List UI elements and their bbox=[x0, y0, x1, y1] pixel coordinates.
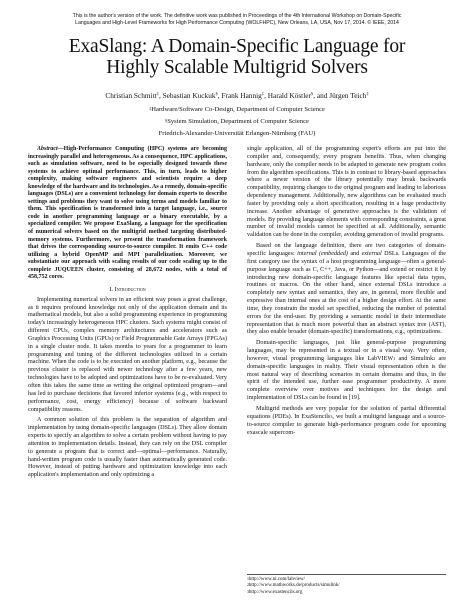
title-line-2: Highly Scalable Multigrid Solvers bbox=[106, 57, 368, 78]
abstract-text: —High-Performance Computing (HPC) systems are becoming increasingly parallel and heterogeneous. As a consequence, HPC applications, such as simulation software, need to be especially designed towards these systems to achieve optimal performance. This, in turn, leads to higher complexity, making software engineers and scientists require a deep knowledge of the hardware and its technologies. As a remedy, domain-specific languages (DSLs) are a convenient technology for domain experts to describe settings and problems they want to solve using terms and models familiar to them. This specification is transformed into a target language, i.e., source code in another programming language or a binary executable, by a specialized compiler. We propose ExaSlang, a language for the specification of numerical solvers based on the multigrid method targeting distributed-memory systems. Furthermore, we present the transformation framework that drives the corresponding source-to-source compiler. It emits C++ code utilizing a hybrid OpenMP and MPI parallelization. Moreover, we substantiate our approach with scaling results of our code scaling up to the complete JUQUEEN cluster, consisting of 28,672 nodes, with a total of 458,752 cores. bbox=[28, 146, 227, 281]
affiliation-1 bbox=[20, 106, 454, 114]
right-paragraph-3 bbox=[247, 340, 446, 403]
footnote-mark: 2 bbox=[247, 583, 249, 588]
footnote-mark: 3 bbox=[247, 589, 249, 594]
section-heading-introduction: I. Introduction bbox=[109, 285, 146, 293]
footnote-ref[interactable]: 3 bbox=[330, 413, 333, 419]
footnote-ref[interactable]: 1 bbox=[393, 355, 396, 361]
text-run: , we built a multigrid language and a source-to-source compiler to generate high-performance program code for upcoming exascale supercom- bbox=[247, 413, 446, 436]
author-mark: ‡ bbox=[261, 91, 265, 96]
author-mark: § bbox=[215, 91, 218, 96]
notice-line-2: Languages and High-Level Frameworks for High Performance Computing (WOLFHPC), New Orleans, LA, USA, Nov 17, 2014. © IEEE, 2014 bbox=[75, 19, 399, 26]
affiliation-3 bbox=[20, 130, 454, 138]
author-name: Harald Köstler bbox=[267, 91, 311, 100]
intro-paragraph-2: A common solution of this problem is the separation of algorithm and implementation by using domain-specific languages (DSLs). They allow domain experts to specify an algorithm to solve a certain problem without having to pay attention to implementation details. Instead, they can rely on the DSL compiler to generate a program that is correct and—optimal—performance. Naturally, hand-written program code is usually faster than automatically generated code. However, instead of putting hardware and optimization knowledge into each application's implementation and only optimizing a bbox=[28, 417, 227, 479]
notice-line-1: This is the author's version of the work. The definitive work was published in Proceedings of the 4th International Workshop on Domain-Specific bbox=[72, 13, 402, 19]
text-run: Domain-specific languages, just like general-purpose programming languages, may be represented in a textual or in a visual way. Very often, however, visual programming languages like LabVIEW bbox=[247, 340, 446, 362]
author-name: and Jürgen Teich bbox=[316, 91, 367, 100]
footnote-ref[interactable]: 2 bbox=[433, 355, 436, 361]
author-mark: ‡ bbox=[156, 91, 159, 96]
footnote-link[interactable]: http://www.ni.com/labview/ bbox=[248, 577, 305, 582]
emphasis: external bbox=[361, 250, 382, 257]
text-run: and Simulink bbox=[395, 355, 434, 362]
title-line-1: ExaSlang: A Domain-Specific Language for bbox=[68, 36, 406, 57]
abstract-label: Abstract bbox=[37, 146, 58, 152]
author-name: Frank Hannig bbox=[221, 91, 262, 100]
affiliation-mark: § bbox=[165, 118, 168, 123]
right-paragraph-1: single application, all of the programming expert's efforts are put into the compiler and, consequently, every program benefits. Thus, when changing hardware, only the compiler needs to be adapted to generate new program codes from the algorithm specifications. This is in contrast to library-based approaches where a newer version of the library potentially may break backwards compatibility, requiring changes to the original program and leading to laborious dependency management. Additionally, new algorithms can be evaluated much faster by providing only a short specification, resulting in a huge productivity increase. Another advantage of generative approaches is the validation of models. By providing language elements with corresponding constraints, a great number of invalid models cannot be specified at all. Additionally, semantic validation can be done in the compiler, avoiding generation of invalid programs. bbox=[247, 146, 446, 239]
footnotes bbox=[247, 574, 446, 596]
text-run: DSLs. Languages of the first category use the syntax of a host programming language—often a general-purpose language such as C, C++, Java, or Python—and extend or restrict it by introducing new domain-specific language features like special data types, routines or macros. On the other hand, since external DSLs introduce a completely new syntax and semantics, they are, in general, more flexible and expressive than internal ones at the cost of a higher design effort. At the same time, they constrain the model set specified, reducing the number of potential errors for the end-user. By providing a semantic model in their intermediate representation that is much more powerful than an abstract syntax tree (AST), they also enable broader (domain-specific) transformations, e.g., optimizations. bbox=[247, 250, 446, 336]
abstract bbox=[28, 146, 227, 282]
affiliation-text: Hardware/Software Co-Design, Department of Computer Science bbox=[151, 106, 325, 113]
left-column bbox=[28, 146, 227, 480]
text-run: Multigrid methods are very popular for the solution of partial differential equations (PDEs). In ExaStencils bbox=[247, 406, 446, 420]
author-mark: ‡ bbox=[366, 91, 369, 96]
emphasis: internal (embedded) bbox=[297, 250, 348, 257]
right-column bbox=[247, 146, 446, 437]
text-run: are domain-specific languages in reality. Their visual representation often is the most natural way of describing scenarios in certain domains and thus, in the spirit of the intended use, further ease programmer productivity. A more complete overview over motives and techniques for the design and implementation of DSLs can be found in [19]. bbox=[247, 355, 446, 402]
paper-title bbox=[20, 36, 454, 78]
author-list: Christian Schmitt‡, Sebastian Kuckuk§, Frank Hannig‡, Harald Köstler§, and Jürgen Teich‡ bbox=[105, 91, 369, 100]
intro-paragraph-1: Implementing numerical solvers in an efficient way poses a great challenge, as it requires profound knowledge not only of the application domain and its mathematical models, but also a solid programming experience in programming today's increasingly heterogeneous HPC clusters. Such systems might consist of different CPUs, complex memory architectures and accelerators such as Graphics Processing Units (GPUs) or Field Programmable Gate Arrays (FPGAs) in a single cluster node. It takes months to years for a programmer to learn programming and tuning of the different technologies utilized in a certain machine. When the code is to be executed on another platform, e.g., because the previous cluster is replaced with newer technology after a few years, new technologies have to be adopted and optimizations have to be re-evaluated. Very often this takes the same time as writing the original optimized program—and has led to purchase decisions that favored inferior systems (e.g., with respect to performance, cost, energy efficiency) because of software backward compatibility reasons. bbox=[28, 296, 227, 413]
author-mark: § bbox=[310, 91, 314, 96]
footnote-link[interactable]: http://www.exastencils.org bbox=[248, 589, 303, 595]
author-name: Sebastian Kuckuk bbox=[162, 91, 216, 100]
footnote-link[interactable]: http://www.mathworks.de/products/simulink/ bbox=[248, 583, 340, 589]
right-paragraph-2 bbox=[247, 243, 446, 337]
text-run: and bbox=[347, 250, 362, 257]
affiliation-text: Friedrich-Alexander-Universität Erlangen-Nürnberg (FAU) bbox=[158, 130, 316, 137]
author-name: Christian Schmitt bbox=[105, 91, 157, 100]
affiliation-mark: ‡ bbox=[149, 106, 152, 111]
footnote-mark: 1 bbox=[247, 577, 249, 581]
footnote bbox=[247, 590, 446, 596]
affiliation-text: System Simulation, Department of Computer Science bbox=[167, 118, 309, 125]
right-paragraph-4 bbox=[247, 406, 446, 437]
copyright-notice bbox=[36, 13, 438, 26]
text-run: Based on the language definition, there are two categories of domain-specific languages: bbox=[247, 243, 446, 257]
affiliation-2 bbox=[20, 118, 454, 126]
